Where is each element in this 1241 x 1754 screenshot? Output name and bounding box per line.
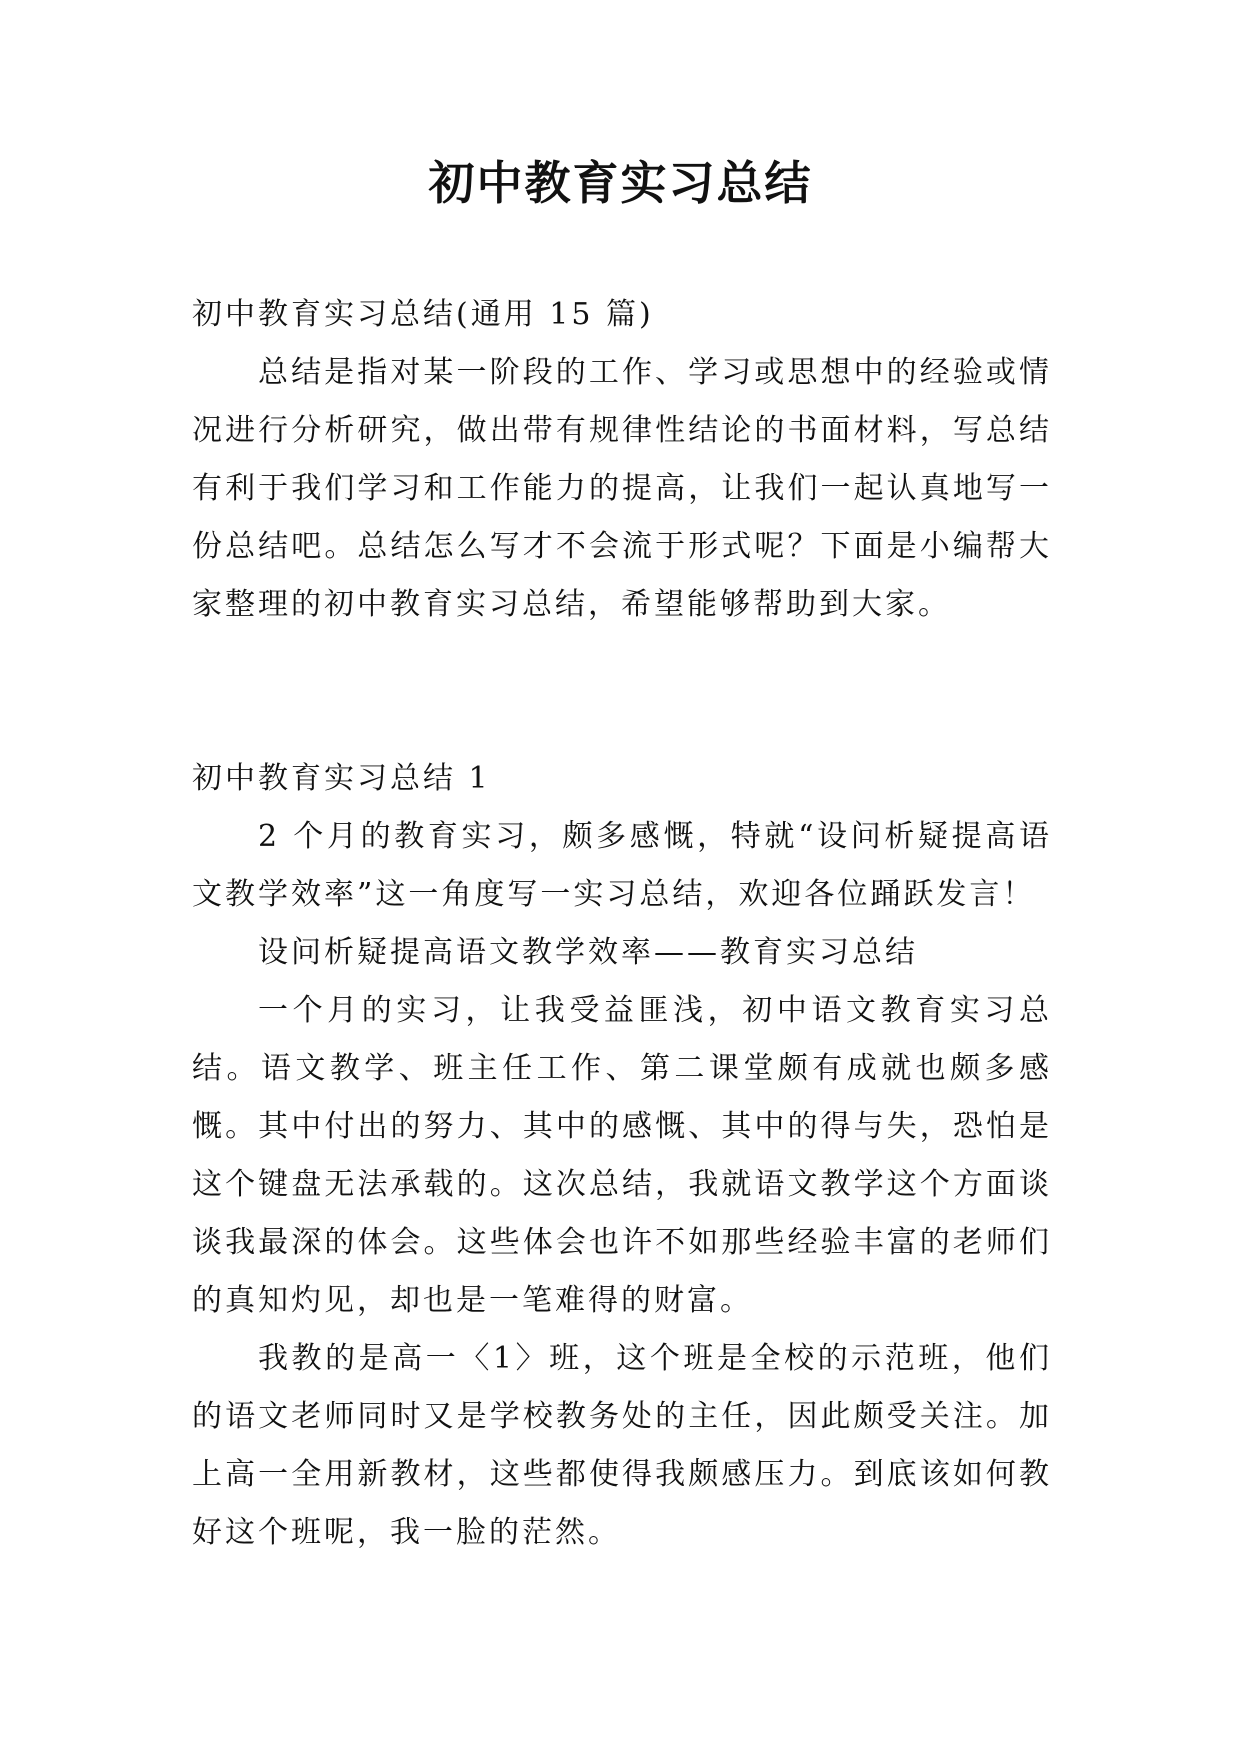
body-paragraph: 2 个月的教育实习，颇多感慨，特就“设问析疑提高语文教学效率”这一角度写一实习总结，欢迎各位踊跃发言！ — [192, 819, 1052, 912]
section-spacer — [192, 634, 1052, 750]
intro-paragraph: 总结是指对某一阶段的工作、学习或思想中的经验或情况进行分析研究，做出带有规律性结论的书面材料，写总结有利于我们学习和工作能力的提高，让我们一起认真地写一份总结吧。总结怎么写才不会流于形式呢？下面是小编帮大家整理的初中教育实习总结，希望能够帮助到大家。 — [192, 355, 1052, 622]
document-title: 初中教育实习总结 — [428, 156, 813, 210]
body-paragraph: 我教的是高一〈1〉班，这个班是全校的示范班，他们的语文老师同时又是学校教务处的主任，因此颇受关注。加上高一全用新教材，这些都使得我颇感压力。到底该如何教好这个班呢，我一脸的茫然。 — [192, 1341, 1052, 1550]
body-paragraph: 设问析疑提高语文教学效率——教育实习总结 — [258, 935, 918, 970]
section-heading: 初中教育实习总结 1 — [192, 761, 491, 796]
body-paragraph: 一个月的实习，让我受益匪浅，初中语文教育实习总结。语文教学、班主任工作、第二课堂颇有成就也颇多感慨。其中付出的努力、其中的感慨、其中的得与失，恐怕是这个键盘无法承载的。这次总结，我就语文教学这个方面谈谈我最深的体会。这些体会也许不如那些经验丰富的老师们的真知灼见，却也是一笔难得的财富。 — [192, 993, 1052, 1318]
document-subtitle: 初中教育实习总结(通用 15 篇) — [192, 297, 654, 332]
document-body — [192, 286, 1052, 1562]
